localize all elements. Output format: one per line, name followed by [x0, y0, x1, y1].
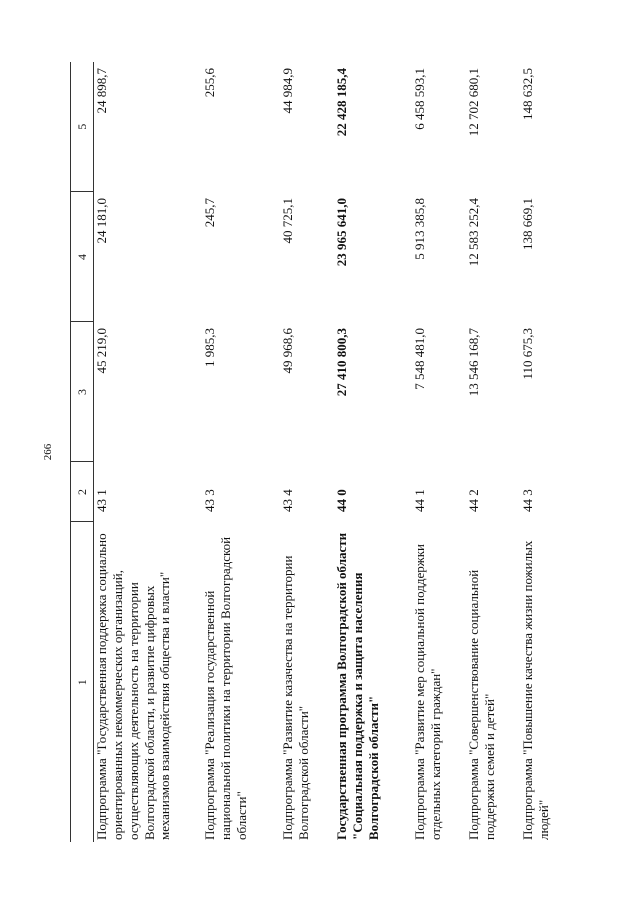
- program-code: 43 1: [94, 489, 109, 512]
- value-col-4: 24 181,0: [94, 198, 109, 244]
- program-name: Подпрограмма "Развитие казачества на территории Волгоградской области": [280, 555, 311, 840]
- value-col-4: 5 913 385,8: [412, 198, 427, 260]
- program-code: 43 4: [280, 489, 295, 512]
- table-row: [520, 62, 574, 842]
- header-row: [71, 62, 94, 842]
- value-col-3: 110 675,3: [520, 328, 535, 380]
- value-col-5: 148 632,5: [520, 68, 535, 120]
- program-code: 44 3: [520, 489, 535, 512]
- value-col-3: 49 968,6: [280, 328, 295, 374]
- program-name: Подпрограмма "Совершенствование социальной поддержки семей и детей": [466, 569, 497, 840]
- value-col-3: 1 985,3: [202, 328, 217, 367]
- value-col-4: 138 669,1: [520, 198, 535, 250]
- value-col-5: 22 428 185,4: [334, 68, 349, 137]
- value-col-5: 24 898,7: [94, 68, 109, 114]
- header-col-3: 3: [71, 322, 94, 462]
- table-row: [466, 62, 520, 842]
- program-name: Подпрограмма "Реализация государственной национальной политики на территории Волгоградской области": [202, 536, 249, 840]
- value-col-5: 12 702 680,1: [466, 68, 481, 137]
- value-col-3: 45 219,0: [94, 328, 109, 374]
- header-col-1: 1: [71, 522, 94, 842]
- header-col-5: 5: [71, 62, 94, 192]
- value-col-3: 27 410 800,3: [334, 328, 349, 397]
- value-col-3: 13 546 168,7: [466, 328, 481, 397]
- value-col-5: 44 984,9: [280, 68, 295, 114]
- table-row: [412, 62, 466, 842]
- table-row: [202, 62, 280, 842]
- program-code: 44 2: [466, 489, 481, 512]
- value-col-5: 255,6: [202, 68, 217, 98]
- value-col-5: 6 458 593,1: [412, 68, 427, 130]
- value-col-4: 12 583 252,4: [466, 198, 481, 267]
- program-code: 44 1: [412, 489, 427, 512]
- program-name: Государственная программа Волгоградской области "Социальная поддержка и защита населения Волгоградской области": [334, 532, 381, 840]
- table-row: [94, 62, 203, 842]
- value-col-3: 7 548 481,0: [412, 328, 427, 390]
- program-name: Подпрограмма "Развитие мер социальной поддержки отдельных категорий граждан": [412, 544, 443, 840]
- program-code: 43 3: [202, 489, 217, 512]
- table-row-total: [334, 62, 412, 842]
- header-col-2: 2: [71, 462, 94, 522]
- header-col-4: 4: [71, 192, 94, 322]
- page-number: 266: [42, 443, 54, 461]
- value-col-4: 40 725,1: [280, 198, 295, 244]
- value-col-4: 245,7: [202, 198, 217, 228]
- budget-table: [70, 62, 574, 842]
- program-name: Подпрограмма "Государственная поддержка социально ориентированных некоммерческих организаций, осуществляющих деятельность на территории Волгоградской области, и развитие цифровых механизмов взаимодействия общества и власти": [94, 533, 173, 840]
- table-row: [280, 62, 334, 842]
- budget-table-container: [70, 62, 570, 842]
- program-code: 44 0: [334, 489, 349, 512]
- program-name: Подпрограмма "Повышение качества жизни пожилых людей": [520, 540, 551, 840]
- value-col-4: 23 965 641,0: [334, 198, 349, 267]
